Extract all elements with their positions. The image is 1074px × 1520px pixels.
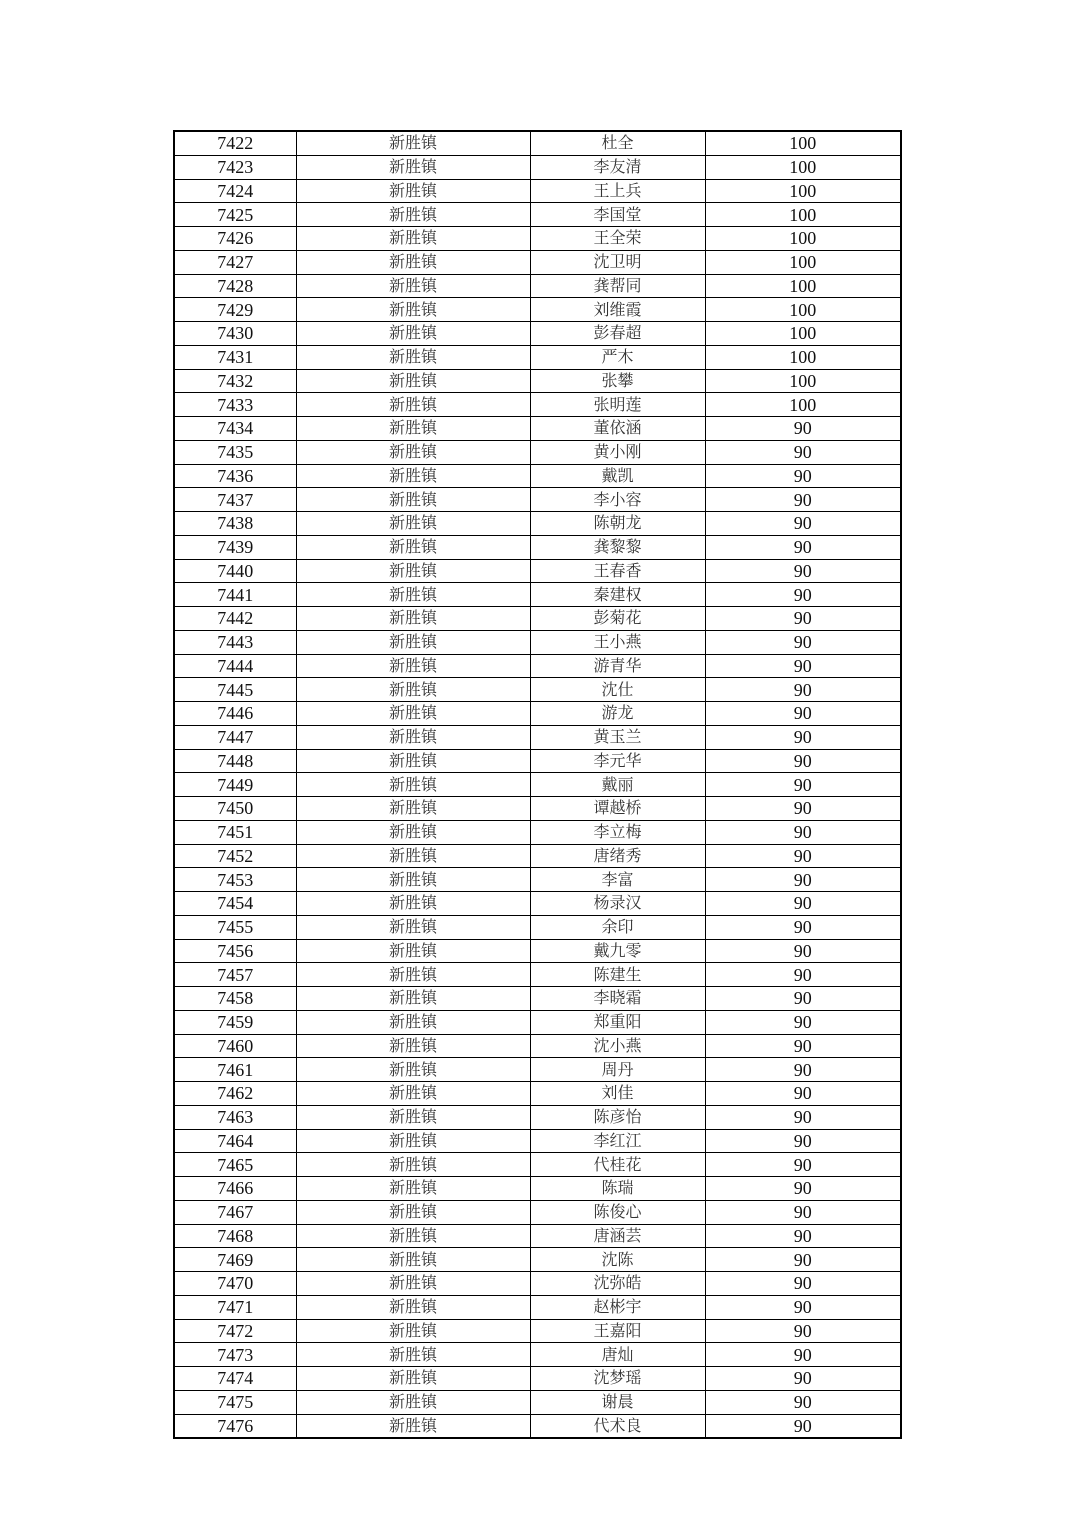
table-row (174, 1295, 901, 1319)
town-cell: 新胜镇 (296, 844, 530, 868)
amount-cell: 90 (705, 702, 901, 726)
person-name-cell: 沈梦瑶 (530, 1367, 705, 1391)
roster-table-body (174, 131, 901, 1438)
amount-cell: 90 (705, 939, 901, 963)
serial-number-cell: 7457 (174, 963, 296, 987)
amount-cell: 90 (705, 892, 901, 916)
town-cell: 新胜镇 (296, 1224, 530, 1248)
amount-cell: 90 (705, 1343, 901, 1367)
serial-number-cell: 7449 (174, 773, 296, 797)
town-cell: 新胜镇 (296, 131, 530, 155)
table-row (174, 844, 901, 868)
table-row (174, 1224, 901, 1248)
table-row (174, 1319, 901, 1343)
town-cell: 新胜镇 (296, 322, 530, 346)
table-row (174, 725, 901, 749)
person-name-cell: 严木 (530, 345, 705, 369)
person-name-cell: 游青华 (530, 654, 705, 678)
amount-cell: 90 (705, 1129, 901, 1153)
amount-cell: 90 (705, 820, 901, 844)
town-cell: 新胜镇 (296, 464, 530, 488)
person-name-cell: 彭菊花 (530, 607, 705, 631)
town-cell: 新胜镇 (296, 1200, 530, 1224)
person-name-cell: 董依涵 (530, 417, 705, 441)
town-cell: 新胜镇 (296, 654, 530, 678)
serial-number-cell: 7462 (174, 1082, 296, 1106)
amount-cell: 90 (705, 1390, 901, 1414)
serial-number-cell: 7444 (174, 654, 296, 678)
serial-number-cell: 7445 (174, 678, 296, 702)
town-cell: 新胜镇 (296, 535, 530, 559)
table-row (174, 773, 901, 797)
amount-cell: 90 (705, 583, 901, 607)
person-name-cell: 郑重阳 (530, 1010, 705, 1034)
serial-number-cell: 7471 (174, 1295, 296, 1319)
person-name-cell: 陈朝龙 (530, 512, 705, 536)
person-name-cell: 代桂花 (530, 1153, 705, 1177)
person-name-cell: 杜全 (530, 131, 705, 155)
town-cell: 新胜镇 (296, 227, 530, 251)
town-cell: 新胜镇 (296, 345, 530, 369)
table-row (174, 1343, 901, 1367)
serial-number-cell: 7468 (174, 1224, 296, 1248)
table-row (174, 987, 901, 1011)
town-cell: 新胜镇 (296, 1010, 530, 1034)
town-cell: 新胜镇 (296, 1295, 530, 1319)
amount-cell: 90 (705, 1414, 901, 1438)
table-row (174, 322, 901, 346)
serial-number-cell: 7469 (174, 1248, 296, 1272)
serial-number-cell: 7453 (174, 868, 296, 892)
person-name-cell: 张明莲 (530, 393, 705, 417)
serial-number-cell: 7466 (174, 1177, 296, 1201)
amount-cell: 90 (705, 1105, 901, 1129)
serial-number-cell: 7452 (174, 844, 296, 868)
serial-number-cell: 7458 (174, 987, 296, 1011)
table-row (174, 227, 901, 251)
serial-number-cell: 7430 (174, 322, 296, 346)
amount-cell: 90 (705, 417, 901, 441)
roster-table (173, 130, 902, 1439)
serial-number-cell: 7426 (174, 227, 296, 251)
serial-number-cell: 7423 (174, 155, 296, 179)
amount-cell: 100 (705, 274, 901, 298)
town-cell: 新胜镇 (296, 702, 530, 726)
amount-cell: 90 (705, 1200, 901, 1224)
serial-number-cell: 7451 (174, 820, 296, 844)
person-name-cell: 王上兵 (530, 179, 705, 203)
table-row (174, 939, 901, 963)
person-name-cell: 戴凯 (530, 464, 705, 488)
amount-cell: 90 (705, 512, 901, 536)
table-row (174, 250, 901, 274)
amount-cell: 90 (705, 1058, 901, 1082)
town-cell: 新胜镇 (296, 417, 530, 441)
town-cell: 新胜镇 (296, 393, 530, 417)
serial-number-cell: 7475 (174, 1390, 296, 1414)
table-row (174, 345, 901, 369)
table-row (174, 1390, 901, 1414)
town-cell: 新胜镇 (296, 797, 530, 821)
table-row (174, 583, 901, 607)
serial-number-cell: 7463 (174, 1105, 296, 1129)
table-row (174, 1414, 901, 1438)
table-row (174, 274, 901, 298)
table-row (174, 179, 901, 203)
table-row (174, 630, 901, 654)
serial-number-cell: 7455 (174, 915, 296, 939)
amount-cell: 100 (705, 131, 901, 155)
amount-cell: 90 (705, 1034, 901, 1058)
table-row (174, 440, 901, 464)
town-cell: 新胜镇 (296, 274, 530, 298)
table-row (174, 797, 901, 821)
town-cell: 新胜镇 (296, 607, 530, 631)
serial-number-cell: 7473 (174, 1343, 296, 1367)
person-name-cell: 秦建权 (530, 583, 705, 607)
person-name-cell: 陈建生 (530, 963, 705, 987)
person-name-cell: 代术良 (530, 1414, 705, 1438)
town-cell: 新胜镇 (296, 820, 530, 844)
amount-cell: 90 (705, 844, 901, 868)
serial-number-cell: 7425 (174, 203, 296, 227)
serial-number-cell: 7465 (174, 1153, 296, 1177)
amount-cell: 90 (705, 1082, 901, 1106)
town-cell: 新胜镇 (296, 678, 530, 702)
amount-cell: 90 (705, 1295, 901, 1319)
town-cell: 新胜镇 (296, 179, 530, 203)
table-row (174, 1058, 901, 1082)
table-row (174, 535, 901, 559)
table-row (174, 868, 901, 892)
town-cell: 新胜镇 (296, 298, 530, 322)
serial-number-cell: 7431 (174, 345, 296, 369)
person-name-cell: 谢晨 (530, 1390, 705, 1414)
table-row (174, 1105, 901, 1129)
serial-number-cell: 7470 (174, 1272, 296, 1296)
amount-cell: 100 (705, 393, 901, 417)
amount-cell: 100 (705, 227, 901, 251)
amount-cell: 100 (705, 298, 901, 322)
table-row (174, 963, 901, 987)
town-cell: 新胜镇 (296, 1248, 530, 1272)
person-name-cell: 黄玉兰 (530, 725, 705, 749)
town-cell: 新胜镇 (296, 749, 530, 773)
amount-cell: 90 (705, 1272, 901, 1296)
person-name-cell: 龚帮同 (530, 274, 705, 298)
table-row (174, 155, 901, 179)
amount-cell: 90 (705, 464, 901, 488)
person-name-cell: 李红江 (530, 1129, 705, 1153)
table-row (174, 1272, 901, 1296)
serial-number-cell: 7456 (174, 939, 296, 963)
serial-number-cell: 7467 (174, 1200, 296, 1224)
table-row (174, 512, 901, 536)
table-row (174, 702, 901, 726)
town-cell: 新胜镇 (296, 1082, 530, 1106)
amount-cell: 90 (705, 440, 901, 464)
town-cell: 新胜镇 (296, 773, 530, 797)
table-row (174, 1248, 901, 1272)
person-name-cell: 陈瑞 (530, 1177, 705, 1201)
serial-number-cell: 7428 (174, 274, 296, 298)
serial-number-cell: 7447 (174, 725, 296, 749)
town-cell: 新胜镇 (296, 369, 530, 393)
table-row (174, 369, 901, 393)
table-row (174, 749, 901, 773)
person-name-cell: 李国堂 (530, 203, 705, 227)
amount-cell: 90 (705, 1248, 901, 1272)
person-name-cell: 余印 (530, 915, 705, 939)
table-row (174, 1082, 901, 1106)
table-row (174, 1034, 901, 1058)
town-cell: 新胜镇 (296, 488, 530, 512)
person-name-cell: 游龙 (530, 702, 705, 726)
person-name-cell: 沈小燕 (530, 1034, 705, 1058)
table-row (174, 393, 901, 417)
table-row (174, 464, 901, 488)
serial-number-cell: 7434 (174, 417, 296, 441)
person-name-cell: 黄小刚 (530, 440, 705, 464)
table-row (174, 1129, 901, 1153)
amount-cell: 90 (705, 868, 901, 892)
table-row (174, 654, 901, 678)
amount-cell: 90 (705, 607, 901, 631)
person-name-cell: 谭越桥 (530, 797, 705, 821)
person-name-cell: 李晓霜 (530, 987, 705, 1011)
amount-cell: 90 (705, 915, 901, 939)
person-name-cell: 彭春超 (530, 322, 705, 346)
serial-number-cell: 7474 (174, 1367, 296, 1391)
town-cell: 新胜镇 (296, 1153, 530, 1177)
amount-cell: 90 (705, 488, 901, 512)
serial-number-cell: 7435 (174, 440, 296, 464)
table-row (174, 298, 901, 322)
amount-cell: 90 (705, 1010, 901, 1034)
amount-cell: 100 (705, 155, 901, 179)
serial-number-cell: 7459 (174, 1010, 296, 1034)
amount-cell: 90 (705, 773, 901, 797)
town-cell: 新胜镇 (296, 1390, 530, 1414)
serial-number-cell: 7476 (174, 1414, 296, 1438)
town-cell: 新胜镇 (296, 725, 530, 749)
serial-number-cell: 7436 (174, 464, 296, 488)
table-row (174, 1153, 901, 1177)
person-name-cell: 唐绪秀 (530, 844, 705, 868)
town-cell: 新胜镇 (296, 915, 530, 939)
town-cell: 新胜镇 (296, 868, 530, 892)
person-name-cell: 戴丽 (530, 773, 705, 797)
amount-cell: 90 (705, 654, 901, 678)
amount-cell: 90 (705, 630, 901, 654)
town-cell: 新胜镇 (296, 1319, 530, 1343)
amount-cell: 90 (705, 678, 901, 702)
town-cell: 新胜镇 (296, 963, 530, 987)
person-name-cell: 王嘉阳 (530, 1319, 705, 1343)
serial-number-cell: 7448 (174, 749, 296, 773)
person-name-cell: 沈弥皓 (530, 1272, 705, 1296)
serial-number-cell: 7427 (174, 250, 296, 274)
town-cell: 新胜镇 (296, 250, 530, 274)
serial-number-cell: 7461 (174, 1058, 296, 1082)
serial-number-cell: 7460 (174, 1034, 296, 1058)
table-row (174, 559, 901, 583)
serial-number-cell: 7438 (174, 512, 296, 536)
table-row (174, 417, 901, 441)
amount-cell: 90 (705, 1224, 901, 1248)
person-name-cell: 李立梅 (530, 820, 705, 844)
serial-number-cell: 7440 (174, 559, 296, 583)
table-row (174, 1367, 901, 1391)
serial-number-cell: 7442 (174, 607, 296, 631)
table-row (174, 1010, 901, 1034)
town-cell: 新胜镇 (296, 583, 530, 607)
person-name-cell: 刘佳 (530, 1082, 705, 1106)
table-row (174, 607, 901, 631)
amount-cell: 100 (705, 369, 901, 393)
person-name-cell: 龚黎黎 (530, 535, 705, 559)
person-name-cell: 张攀 (530, 369, 705, 393)
person-name-cell: 王小燕 (530, 630, 705, 654)
person-name-cell: 王全荣 (530, 227, 705, 251)
serial-number-cell: 7464 (174, 1129, 296, 1153)
town-cell: 新胜镇 (296, 1105, 530, 1129)
person-name-cell: 赵彬宇 (530, 1295, 705, 1319)
serial-number-cell: 7422 (174, 131, 296, 155)
person-name-cell: 周丹 (530, 1058, 705, 1082)
table-row (174, 678, 901, 702)
person-name-cell: 陈彦怡 (530, 1105, 705, 1129)
town-cell: 新胜镇 (296, 559, 530, 583)
town-cell: 新胜镇 (296, 939, 530, 963)
serial-number-cell: 7454 (174, 892, 296, 916)
amount-cell: 90 (705, 963, 901, 987)
town-cell: 新胜镇 (296, 1343, 530, 1367)
amount-cell: 90 (705, 559, 901, 583)
town-cell: 新胜镇 (296, 1272, 530, 1296)
serial-number-cell: 7429 (174, 298, 296, 322)
town-cell: 新胜镇 (296, 155, 530, 179)
person-name-cell: 李元华 (530, 749, 705, 773)
amount-cell: 100 (705, 345, 901, 369)
serial-number-cell: 7450 (174, 797, 296, 821)
table-row (174, 131, 901, 155)
serial-number-cell: 7443 (174, 630, 296, 654)
town-cell: 新胜镇 (296, 203, 530, 227)
amount-cell: 90 (705, 1177, 901, 1201)
person-name-cell: 戴九零 (530, 939, 705, 963)
town-cell: 新胜镇 (296, 1177, 530, 1201)
serial-number-cell: 7472 (174, 1319, 296, 1343)
person-name-cell: 陈俊心 (530, 1200, 705, 1224)
amount-cell: 90 (705, 987, 901, 1011)
serial-number-cell: 7432 (174, 369, 296, 393)
town-cell: 新胜镇 (296, 1414, 530, 1438)
table-row (174, 820, 901, 844)
serial-number-cell: 7439 (174, 535, 296, 559)
table-row (174, 488, 901, 512)
serial-number-cell: 7446 (174, 702, 296, 726)
town-cell: 新胜镇 (296, 440, 530, 464)
serial-number-cell: 7441 (174, 583, 296, 607)
serial-number-cell: 7437 (174, 488, 296, 512)
person-name-cell: 沈卫明 (530, 250, 705, 274)
person-name-cell: 刘维霞 (530, 298, 705, 322)
amount-cell: 90 (705, 1319, 901, 1343)
town-cell: 新胜镇 (296, 1058, 530, 1082)
town-cell: 新胜镇 (296, 1129, 530, 1153)
person-name-cell: 李小容 (530, 488, 705, 512)
person-name-cell: 王春香 (530, 559, 705, 583)
person-name-cell: 唐灿 (530, 1343, 705, 1367)
amount-cell: 90 (705, 797, 901, 821)
person-name-cell: 杨录汉 (530, 892, 705, 916)
amount-cell: 100 (705, 250, 901, 274)
serial-number-cell: 7433 (174, 393, 296, 417)
table-row (174, 915, 901, 939)
town-cell: 新胜镇 (296, 1034, 530, 1058)
table-row (174, 892, 901, 916)
amount-cell: 90 (705, 1367, 901, 1391)
serial-number-cell: 7424 (174, 179, 296, 203)
amount-cell: 100 (705, 179, 901, 203)
town-cell: 新胜镇 (296, 892, 530, 916)
town-cell: 新胜镇 (296, 1367, 530, 1391)
table-row (174, 1200, 901, 1224)
person-name-cell: 沈仕 (530, 678, 705, 702)
town-cell: 新胜镇 (296, 512, 530, 536)
person-name-cell: 唐涵芸 (530, 1224, 705, 1248)
amount-cell: 100 (705, 203, 901, 227)
table-row (174, 203, 901, 227)
amount-cell: 90 (705, 725, 901, 749)
person-name-cell: 李友清 (530, 155, 705, 179)
amount-cell: 90 (705, 1153, 901, 1177)
amount-cell: 90 (705, 535, 901, 559)
amount-cell: 90 (705, 749, 901, 773)
town-cell: 新胜镇 (296, 987, 530, 1011)
town-cell: 新胜镇 (296, 630, 530, 654)
table-row (174, 1177, 901, 1201)
amount-cell: 100 (705, 322, 901, 346)
person-name-cell: 沈陈 (530, 1248, 705, 1272)
person-name-cell: 李富 (530, 868, 705, 892)
